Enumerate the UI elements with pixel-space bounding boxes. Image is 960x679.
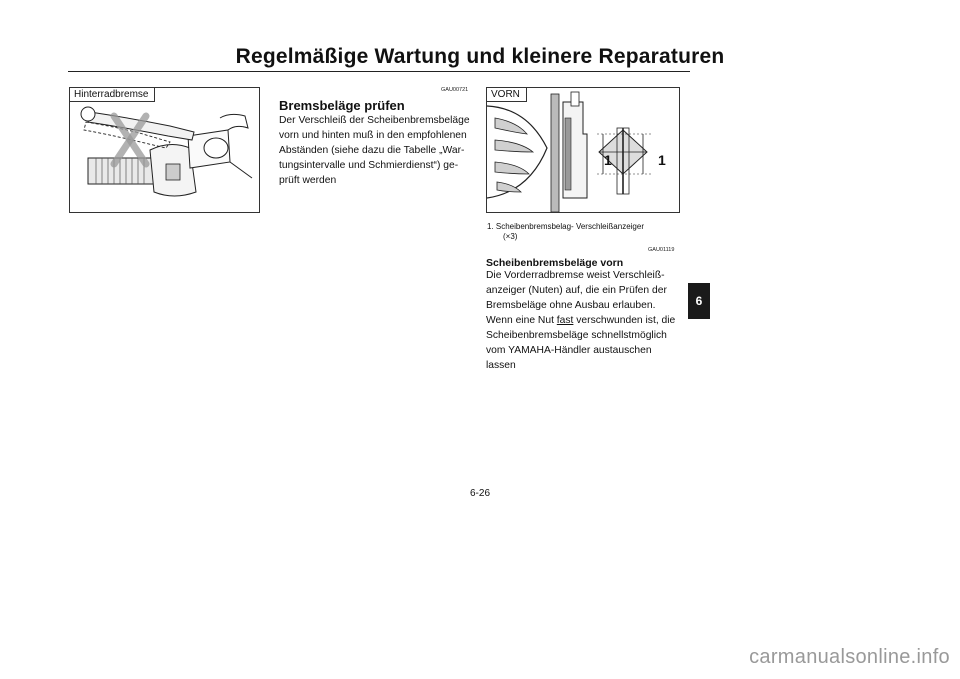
body-line: lassen [486, 360, 516, 371]
section-body [486, 268, 675, 373]
strike-x-icon [70, 88, 259, 212]
body-text: verschwunden ist, die [573, 315, 676, 326]
figure-caption [487, 222, 644, 242]
caption-line: (×3) [503, 232, 518, 241]
body-text: Wenn eine Nut [486, 315, 557, 326]
front-brake-figure [486, 87, 680, 213]
body-line: Die Vorderradbremse weist Verschleiß- [486, 270, 665, 281]
body-line: vom YAMAHA-Händler austauschen [486, 345, 652, 356]
body-line: Scheibenbremsbeläge schnellstmöglich [486, 330, 667, 341]
title-divider [68, 71, 690, 72]
body-line: prüft werden [279, 175, 337, 186]
body-line: Der Verschleiß der Scheibenbremsbeläge [279, 115, 470, 126]
section-heading: Bremsbeläge prüfen [279, 98, 405, 113]
page-number: 6-26 [469, 488, 490, 499]
section-code: GAU01119 [648, 247, 675, 253]
body-line: Bremsbeläge ohne Ausbau erlauben. [486, 300, 656, 311]
front-figure-label: VORN [486, 87, 527, 102]
watermark: carmanualsonline.info [749, 646, 950, 668]
body-line [486, 313, 675, 328]
chapter-tab: 6 [688, 283, 710, 319]
callout-number: 1 [658, 152, 666, 168]
section-code: GAU00721 [441, 87, 469, 93]
rear-figure-label: Hinterradbremse [69, 87, 155, 102]
body-line: vorn und hinten muß in den empfohlenen [279, 130, 467, 141]
caption-line: 1. Scheibenbremsbelag- Verschleißanzeiger [487, 222, 644, 231]
body-line: anzeiger (Nuten) auf, die ein Prüfen der [486, 285, 667, 296]
rear-brake-figure [69, 87, 260, 213]
underlined-word: fast [556, 315, 574, 326]
section-heading: Scheibenbremsbeläge vorn [486, 257, 624, 269]
page-title: Regelmäßige Wartung und kleinere Reparaturen [235, 45, 725, 68]
brake-disc-illustration [487, 88, 679, 212]
body-line: tungsintervalle und Schmierdienst“) ge- [279, 160, 459, 171]
callout-number: 1 [604, 152, 612, 168]
section-body [279, 113, 470, 188]
body-line: Abständen (siehe dazu die Tabelle „War- [279, 145, 465, 156]
